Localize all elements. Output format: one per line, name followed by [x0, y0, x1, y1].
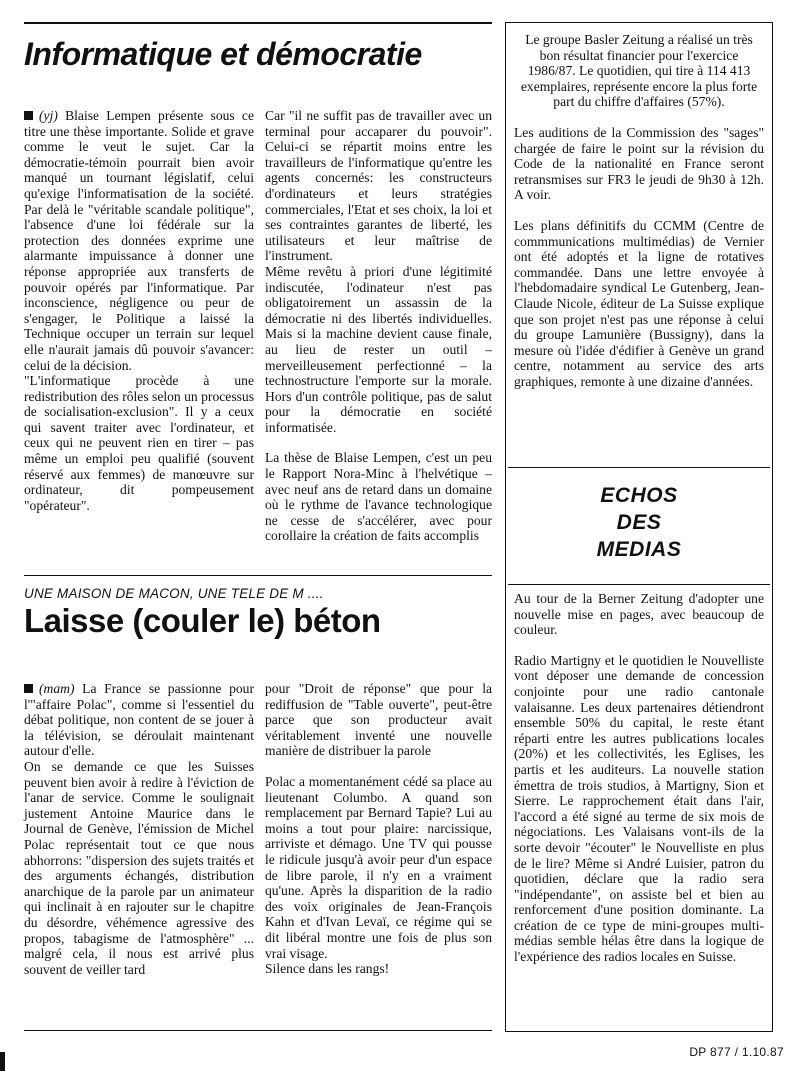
article2-paragraph: Polac a momentanément cédé sa place au lieutenant Columbo. A quand son remplacement par Bernard Tapie? Lui au moins a tout pour plaire: narcissique, arriviste et démago. Une TV qui pousse le ridicule jusqu'à avoir peur d'un espace de libre parole, il n'y en a vraiment qu'une. Après la disparition de la radio des voix originales de Jean-François Kahn et d'Ivan Levaï, ce régime qui se dit libéral montre une fois de plus son vrai visage.	[265, 773, 492, 961]
article2-byline: (mam)	[39, 681, 75, 696]
echo-title-line: DES	[616, 511, 662, 534]
article-divider	[24, 575, 492, 576]
article2-column-2	[265, 681, 492, 977]
article1-title: Informatique et démocratie	[24, 36, 422, 72]
article1-byline: (yj)	[39, 108, 58, 123]
sidebar-item: Les auditions de la Commission des "sages" chargée de faire le point sur la révision du Code de la nationalité en France seront retransmises sur FR3 le jeudi de 9h30 à 12h. A voir.	[514, 124, 764, 203]
sidebar-item: Radio Martigny et le quotidien le Nouvelliste vont déposer une demande de concession conjointe pour une radio cantonale valaisanne. Les deux partenaires détiendront ensemble 50% du capital, le reste étant réparti entre les autres publications locales (20%) et les collectivités, les Eglises, les partis et les auditeurs. La nouvelle station émettra de trois studios, à Martigny, Sion et Sierre. Le rapprochement était dans l'air, l'accord a été signé au terme de six mois de négociations. Les Valaisans vont-ils de la sorte devoir "écouter" le Nouvelliste en plus de le lire? Même si André Luisier, patron du quotidien, déclare que la radio sera "indépendante", on assiste bel et bien au renforcement d'une position dominante. La création de ce type de mini-groupes multi-médias semble hélas être dans la logique de l'expérience des radios locales en Suisse.	[514, 652, 764, 965]
sidebar-bottom	[514, 591, 764, 965]
bullet-square-icon	[24, 111, 33, 120]
echo-title-line: ECHOS	[600, 484, 678, 507]
article2-paragraph: La France se passionne pour l'"affaire Polac", comme si l'essentiel du débat politique, non content de se jouer à la télévision, se déroulait maintenant autour d'elle.	[24, 681, 254, 759]
page-edge-mark	[0, 1052, 5, 1071]
article1-paragraph: Blaise Lempen présente sous ce titre une thèse importante. Solide et grave comme le veut le sujet. Car la démocratie-témoin pourrait bien avoir manqué un tournant législatif, celui qu'exige l'informatisation de la société. Par delà le "véritable scandale politique", l'absence d'une loi fédérale sur la protection des données exprime une alarmante impuissance à donner une réponse appropriée aux transferts de pouvoir opérés par l'informatique. Par inconscience, négligence ou peur de s'engager, le Politique a laissé la Technique occuper un terrain sur lequel elle n'aurait jamais dû pouvoir s'avancer: celui de la décision.	[24, 108, 254, 373]
article2-paragraph: Silence dans les rangs!	[265, 961, 390, 977]
article2-paragraph: On se demande ce que les Suisses peuvent bien avoir à redire à l'éviction de l'anar de service. Comme le soulignait justement Antoine Maurice dans le Journal de Genève, l'émission de Michel Polac représentait tout ce que nous abhorrons: "dispersion des sujets traités et des arguments échangés, distribution anarchique de la parole par un animateur qui inclinait à en rajouter sur le chapitre du désordre, véhémence agressive des propos, tabagisme de l'atmosphère" ... malgré cela, il nous est arrivé plus souvent de veiller tard	[24, 758, 254, 977]
article2-kicker: UNE MAISON DE MACON, UNE TELE DE M ....	[24, 586, 324, 601]
bottom-rule	[24, 1030, 492, 1031]
top-rule	[24, 22, 492, 24]
page-footer: DP 877 / 1.10.87	[689, 1045, 784, 1059]
sidebar-item: Le groupe Basler Zeitung a réalisé un très bon résultat financier pour l'exercice 1986/87. Le quotidien, qui tire à 114 413 exemplaires, représente encore la plus forte part du chiffre d'affaires (57%).	[520, 32, 758, 110]
article1-paragraph: Même revêtu à priori d'une légitimité indiscutée, l'odinateur n'est pas obligatoirement un assassin de la démocratie ni des libertés individuelles. Mais si la machine devient cause finale, au lieu de rester un outil – merveilleusement perfectionné – la technostructure l'emporte sur la morale. Hors d'un contrôle politique, pas de salut pour la démocratie en société informatisée.	[265, 263, 492, 435]
sidebar-item: Au tour de la Berner Zeitung d'adopter une nouvelle mise en pages, avec beaucoup de couleur.	[514, 591, 764, 638]
echo-title-line: MEDIAS	[596, 538, 682, 561]
bullet-square-icon	[24, 684, 33, 693]
sidebar-top	[514, 32, 764, 389]
article2-title: Laisse (couler le) béton	[24, 602, 381, 639]
article2-column-1	[24, 681, 254, 977]
article1-column-1	[24, 108, 254, 513]
sidebar-item: Les plans définitifs du CCMM (Centre de commmunications multimédias) de Vernier ont été adoptés et la ligne de rotatives commandée. Dans une lettre envoyée à l'hebdomadaire syndical Le Gutenberg, Jean-Claude Nicole, éditeur de La Suisse explique que son projet n'est pas une réponse à celui du groupe Lamunière (Bussigny), dans la mesure où l'idée d'édifier à Genève un grand centre, notamment au service des arts graphiques, remonte à une dizaine d'années.	[514, 217, 764, 389]
article1-column-2	[265, 108, 492, 544]
article2-paragraph: pour "Droit de réponse" que pour la rediffusion de "Table ouverte", peut-être parce que son producteur avait véritablement inventé une nouvelle manière de distribuer la parole	[265, 681, 492, 759]
article1-paragraph: "L'informatique procède à une redistribution des rôles selon un processus de socialisation-exclusion". Il y a ceux qui savent traiter avec l'ordinateur, et ceux qui ne peuvent rien en tirer – pas même un emploi peu qualifié (souvent réservé aux femmes) de manœuvre sur ordinateur, dit pompeusement "opérateur".	[24, 373, 254, 513]
echos-des-medias-heading	[508, 467, 770, 585]
article1-paragraph: La thèse de Blaise Lempen, c'est un peu le Rapport Nora-Minc à l'helvétique – avec neuf ans de retard dans un domaine où le rythme de l'avance technologique ne cesse de s'accélérer, avec pour corollaire la création de faits accomplis	[265, 450, 492, 544]
article1-paragraph: Car "il ne suffit pas de travailler avec un terminal pour accaparer du pouvoir". Celui-ci se répartit moins entre les travailleurs de l'informatique qu'entre les agents concernés: les constructeurs d'ordinateurs et leurs stratégies commerciales, l'Etat et ses choix, la loi et ses contraintes garantes de liberté, les utilisateurs et leur maîtrise de l'instrument.	[265, 108, 492, 264]
